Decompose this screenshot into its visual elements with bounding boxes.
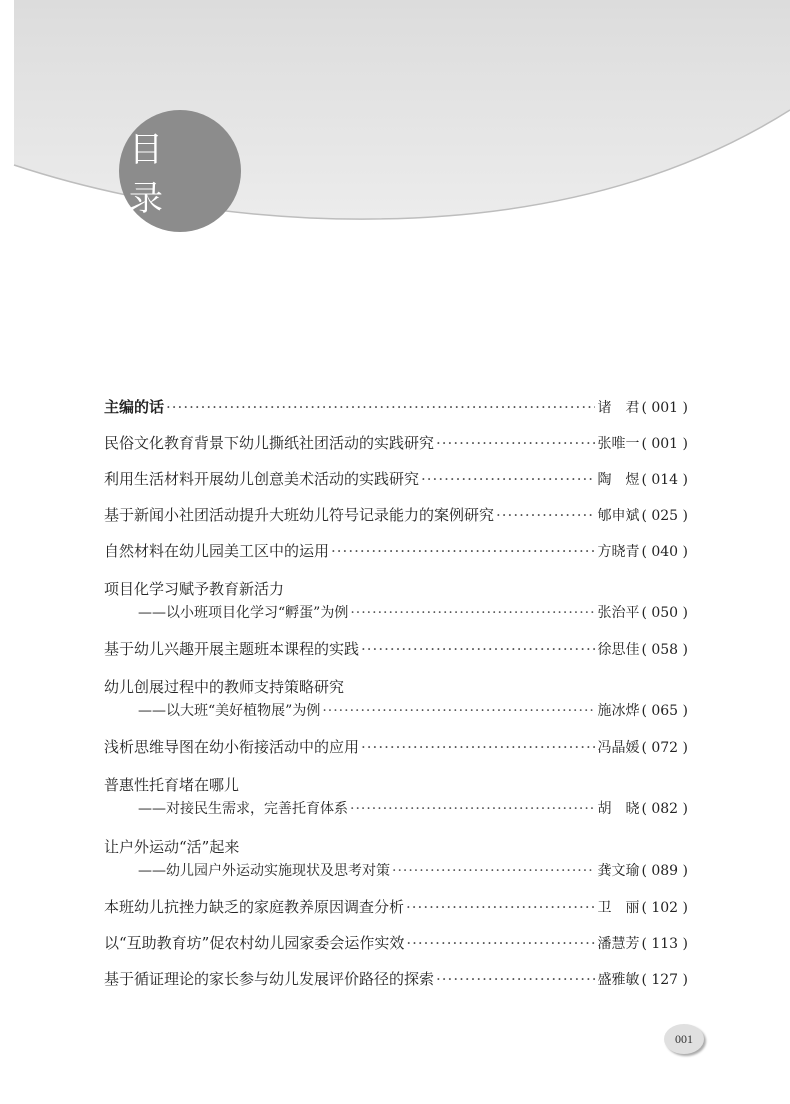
toc-entry-page: ( 001 ) (641, 436, 688, 452)
toc-entry[interactable] (104, 432, 688, 458)
toc-entry-page: ( 113 ) (641, 936, 688, 952)
toc-entry-title: 主编的话 (104, 398, 165, 416)
dot-leader (406, 934, 595, 952)
dot-leader (350, 801, 595, 817)
page-title: 目 录 (119, 110, 241, 232)
toc-entry-subtitle: ——幼儿园户外运动实施现状及思考对策 (138, 863, 390, 879)
toc-entry-title: 基于幼儿兴趣开展主题班本课程的实践 (104, 640, 360, 658)
toc-entry-subtitle: ——以大班“美好植物展”为例 (138, 703, 321, 719)
toc-entry-page: ( 058 ) (641, 642, 688, 658)
toc-entry-page: ( 089 ) (641, 863, 688, 879)
toc-entry-page: ( 001 ) (641, 400, 688, 416)
dot-leader (322, 703, 595, 719)
toc-entry[interactable] (104, 932, 688, 958)
toc-entry-title: 以“互助教育坊”促农村幼儿园家委会运作实效 (104, 934, 405, 952)
toc-entry[interactable] (104, 736, 688, 762)
toc-entry-author: 卫 丽 (597, 900, 640, 916)
toc-entry-page: ( 040 ) (641, 544, 688, 560)
toc-entry-author: 诸 君 (597, 400, 640, 416)
toc-entry[interactable] (104, 772, 688, 824)
toc-entry-subtitle: ——对接民生需求，完善托育体系 (138, 801, 348, 817)
header-decoration (0, 0, 790, 240)
toc-entry-title: 基于新闻小社团活动提升大班幼儿符号记录能力的案例研究 (104, 506, 495, 524)
toc-entry[interactable] (104, 468, 688, 494)
toc-entry-author: 盛雅敏 (597, 972, 640, 988)
toc-entry-author: 冯晶媛 (597, 740, 640, 756)
dot-leader (436, 434, 595, 452)
toc-entry-page: ( 082 ) (641, 801, 688, 817)
toc-entry-page: ( 127 ) (641, 972, 688, 988)
toc-entry-title: 利用生活材料开展幼儿创意美术活动的实践研究 (104, 470, 420, 488)
page-number: 001 (664, 1024, 704, 1054)
toc-entry[interactable] (104, 834, 688, 886)
toc-entry-subtitle: ——以小班项目化学习“孵蛋”为例 (138, 605, 349, 621)
toc-entry-title: 浅析思维导图在幼小衔接活动中的应用 (104, 738, 360, 756)
toc-entry[interactable] (104, 638, 688, 664)
toc-entry-author: 潘慧芳 (597, 936, 640, 952)
dot-leader (392, 863, 595, 879)
toc-entry[interactable] (104, 968, 688, 994)
toc-entry[interactable] (104, 396, 688, 422)
toc-entry[interactable] (104, 540, 688, 566)
toc-entry-page: ( 065 ) (641, 703, 688, 719)
dot-leader (421, 470, 595, 488)
toc-entry-title: 本班幼儿抗挫力缺乏的家庭教养原因调查分析 (104, 898, 405, 916)
dot-leader (496, 506, 595, 524)
toc-entry-page: ( 072 ) (641, 740, 688, 756)
toc-entry-author: 张治平 (597, 605, 640, 621)
toc-entry-title: 让户外运动“活”起来 (104, 838, 240, 856)
toc-entry[interactable] (104, 504, 688, 530)
dot-leader (166, 398, 595, 416)
toc-entry[interactable] (104, 896, 688, 922)
dot-leader (331, 542, 595, 560)
toc-entry-author: 陶 煜 (597, 472, 640, 488)
toc-entry-author: 施冰烨 (597, 703, 640, 719)
toc-entry-title: 普惠性托育堵在哪儿 (104, 776, 240, 794)
toc-entry-author: 胡 晓 (597, 801, 640, 817)
toc-entry-page: ( 050 ) (641, 605, 688, 621)
toc-entry-title: 基于循证理论的家长参与幼儿发展评价路径的探索 (104, 970, 435, 988)
toc-entry[interactable] (104, 576, 688, 628)
toc-entry-title: 自然材料在幼儿园美工区中的运用 (104, 542, 330, 560)
dot-leader (406, 898, 595, 916)
toc-entry-author: 徐思佳 (597, 642, 640, 658)
toc-entry-page: ( 102 ) (641, 900, 688, 916)
toc-entry-page: ( 014 ) (641, 472, 688, 488)
toc-entry-page: ( 025 ) (641, 508, 688, 524)
dot-leader (361, 738, 595, 756)
toc-entry-author: 郇申斌 (597, 508, 640, 524)
dot-leader (436, 970, 595, 988)
toc-entry-author: 龚文瑜 (597, 863, 640, 879)
dot-leader (350, 605, 595, 621)
dot-leader (361, 640, 595, 658)
toc-entry-author: 张唯一 (597, 436, 640, 452)
table-of-contents (104, 396, 688, 1004)
toc-entry-author: 方晓青 (597, 544, 640, 560)
toc-entry-title: 项目化学习赋予教育新活力 (104, 580, 285, 598)
toc-entry[interactable] (104, 674, 688, 726)
toc-entry-title: 幼儿创展过程中的教师支持策略研究 (104, 678, 345, 696)
toc-entry-title: 民俗文化教育背景下幼儿撕纸社团活动的实践研究 (104, 434, 435, 452)
